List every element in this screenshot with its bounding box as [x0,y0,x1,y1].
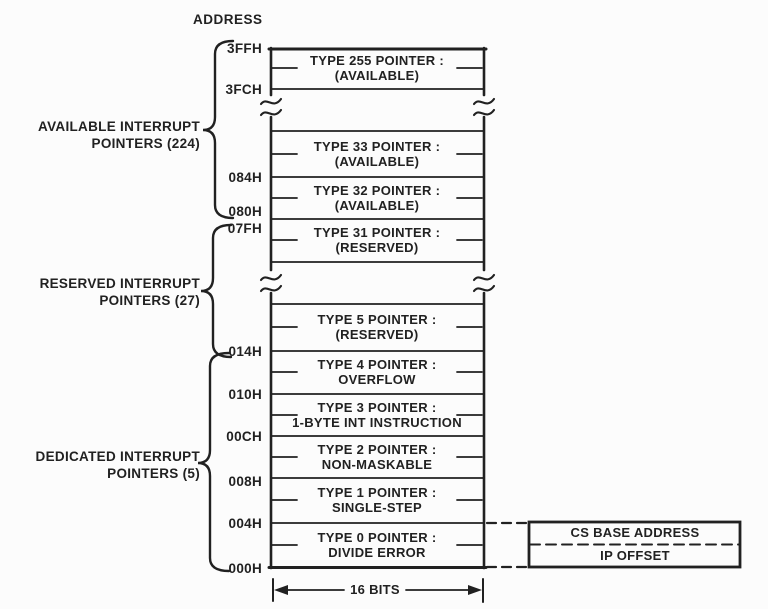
row-label-type-31 [272,225,482,255]
group-label-line: DEDICATED INTERRUPT [35,449,200,464]
row-label-type-5 [272,312,482,342]
row-label-type-0 [272,530,482,560]
row-label-type-1 [272,485,482,515]
row-label-line: TYPE 5 POINTER : [317,312,437,327]
row-label-line: SINGLE-STEP [332,500,422,515]
group-label-line: RESERVED INTERRUPT [39,276,200,291]
group-label-reserved-interrupts [40,275,200,309]
row-label-line: (RESERVED) [335,240,419,255]
row-label-line: DIVIDE ERROR [328,545,426,560]
group-label-available-interrupts [38,118,200,152]
row-label-type-3 [272,400,482,430]
row-label-line: TYPE 3 POINTER : [317,400,437,415]
row-label-line: (AVAILABLE) [334,154,420,169]
group-label-line: POINTERS (224) [91,136,200,151]
address-label-3fch: 3FCH [225,82,262,97]
address-label-010h: 010H [228,387,262,402]
row-label-type-2 [272,442,482,472]
row-label-line: (AVAILABLE) [334,68,420,83]
row-label-line: TYPE 255 POINTER : [310,53,444,68]
address-label-3ffh: 3FFH [227,41,262,56]
address-label-008h: 008H [228,474,262,489]
row-label-type-255 [272,53,482,83]
brace-available-interrupts [203,41,233,218]
row-label-line: TYPE 0 POINTER : [317,530,437,545]
ip-offset-label: IP OFFSET [600,548,670,563]
row-label-line: TYPE 2 POINTER : [317,442,437,457]
address-label-000h: 000H [228,561,262,576]
address-column-title: ADDRESS [193,12,263,27]
group-label-line: AVAILABLE INTERRUPT [38,119,200,134]
address-label-014h: 014H [228,344,262,359]
row-label-line: TYPE 31 POINTER : [313,225,441,240]
row-label-line: TYPE 4 POINTER : [317,357,437,372]
address-label-00ch: 00CH [226,429,262,444]
brace-reserved-interrupts [201,225,231,357]
row-label-line: OVERFLOW [338,372,416,387]
row-label-line: NON-MASKABLE [321,457,433,472]
address-label-080h: 080H [228,204,262,219]
address-label-084h: 084H [228,170,262,185]
dashed-connector-lines [487,523,527,567]
row-label-type-32 [272,183,482,213]
row-label-line: TYPE 1 POINTER : [317,485,437,500]
row-label-line: TYPE 32 POINTER : [313,183,441,198]
row-label-line: TYPE 33 POINTER : [313,139,441,154]
address-label-004h: 004H [228,516,262,531]
cs-base-address-label: CS BASE ADDRESS [570,525,700,540]
row-label-line: 1-BYTE INT INSTRUCTION [292,415,462,430]
address-label-07fh: 07FH [227,221,262,236]
group-label-dedicated-interrupts [36,448,200,482]
row-label-line: (AVAILABLE) [334,198,420,213]
row-label-line: (RESERVED) [335,327,419,342]
row-label-type-4 [272,357,482,387]
group-label-line: POINTERS (5) [107,466,200,481]
width-dimension-label: 16 BITS [350,582,400,597]
group-label-line: POINTERS (27) [99,293,200,308]
brace-dedicated-interrupts [198,353,229,571]
row-label-type-33 [272,139,482,169]
